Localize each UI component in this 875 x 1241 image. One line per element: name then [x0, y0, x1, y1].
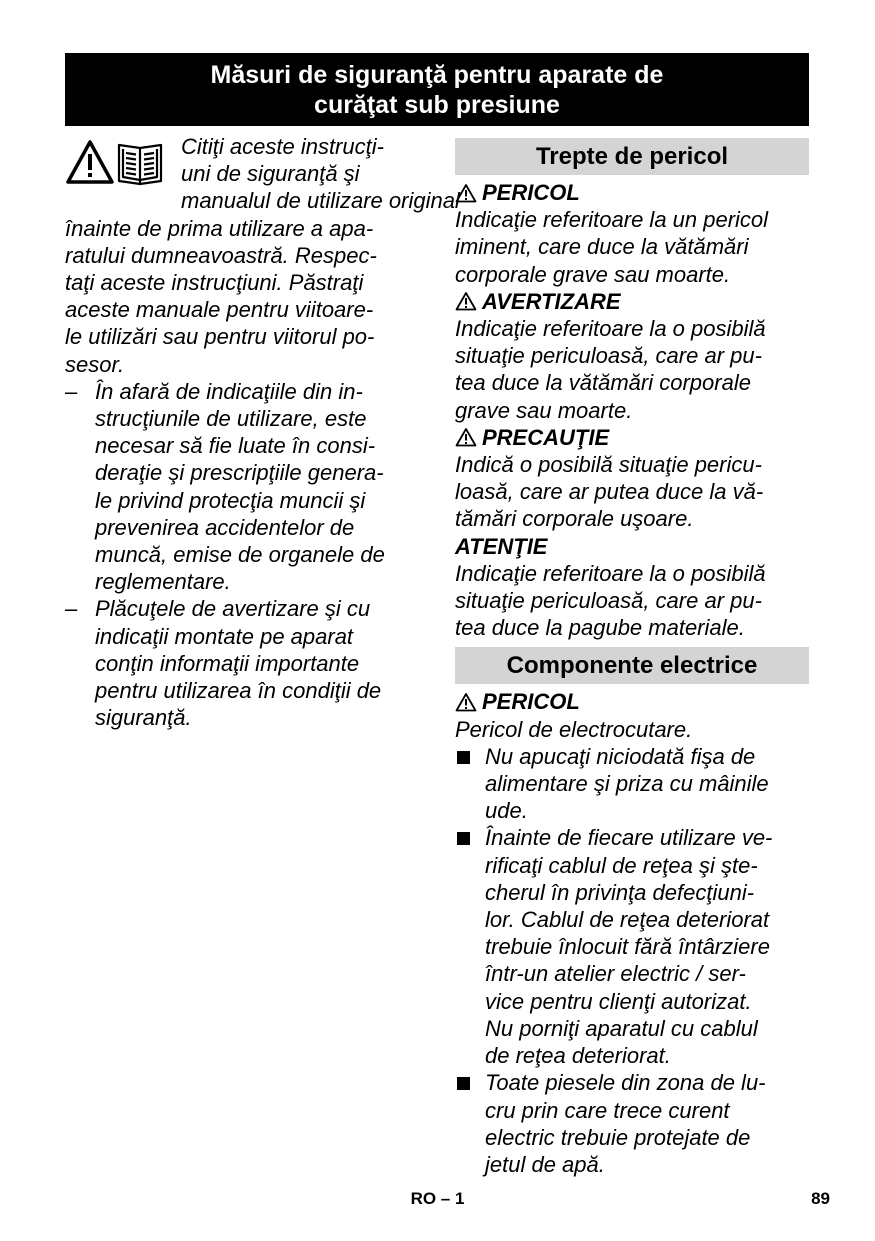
dash-item-line: muncă, emise de organele de: [95, 542, 385, 568]
page-title-line-2: curăţat sub presiune: [314, 90, 560, 119]
bullet-line: vice pentru clienţi autorizat.: [485, 988, 752, 1014]
signal-word-label: PERICOL: [482, 689, 580, 715]
page-number: 89: [811, 1189, 830, 1208]
signal-word: [455, 533, 809, 560]
intro-line: uni de siguranţă şi: [181, 161, 360, 187]
bullet-line: Toate piesele din zona de lu-: [485, 1070, 766, 1096]
dash-marker: –: [65, 378, 78, 404]
bullet-line: electric trebuie protejate de: [485, 1124, 751, 1150]
signal-word-label: AVERTIZARE: [482, 288, 621, 314]
hazard-text-line: situaţie periculoasă, care ar pu-: [455, 343, 762, 369]
hazard-text-line: iminent, care duce la vătămări: [455, 234, 749, 260]
bullet-list-item: [455, 743, 809, 825]
signal-word: [455, 424, 809, 451]
bullet-line: jetul de apă.: [485, 1151, 605, 1177]
dash-marker: –: [65, 596, 78, 622]
right-column: [455, 138, 809, 1178]
bullet-line: Înainte de fiecare utilizare ve-: [485, 825, 773, 851]
electrical-intro: Pericol de electrocutare.: [455, 716, 693, 742]
hazard-text-line: tămări corporale uşoare.: [455, 506, 694, 532]
dash-item-line: strucţiunile de utilizare, este: [95, 406, 367, 432]
square-bullet-icon: [457, 832, 470, 845]
bullet-line: cherul în privinţa defecţiuni-: [485, 879, 755, 905]
dash-item-line: indicaţii montate pe aparat: [95, 623, 354, 649]
warning-triangle-icon: [455, 291, 477, 311]
intro-paragraph: [65, 133, 460, 378]
bullet-line: trebuie înlocuit fără întârziere: [485, 934, 770, 960]
hazard-text-line: tea duce la pagube materiale.: [455, 615, 745, 641]
dash-item-line: siguranţă.: [95, 705, 192, 731]
hazard-text-line: tea duce la vătămări corporale: [455, 370, 751, 396]
left-column: [65, 133, 460, 731]
intro-line: sesor.: [65, 351, 125, 377]
warning-triangle-icon: [455, 427, 477, 447]
bullet-line: Nu porniţi aparatul cu cablul: [485, 1015, 758, 1041]
square-bullet-icon: [457, 1077, 470, 1090]
hazard-level-avertizare: [455, 288, 809, 424]
page-title: [65, 53, 809, 126]
dash-item-line: În afară de indicaţiile din in-: [95, 378, 363, 404]
hazard-text-line: Indicaţie referitoare la un pericol: [455, 207, 769, 233]
signal-word-label: PRECAUŢIE: [482, 424, 610, 450]
bullet-line: cru prin care trece curent: [485, 1097, 730, 1123]
dash-item-line: prevenirea accidentelor de: [95, 514, 355, 540]
intro-line: le utilizări sau pentru viitorul po-: [65, 324, 375, 350]
section-heading-electrical: Componente electrice: [455, 647, 809, 684]
hazard-text-line: Indică o posibilă situaţie pericu-: [455, 452, 762, 478]
hazard-level-precautie: [455, 424, 809, 533]
square-bullet-icon: [457, 751, 470, 764]
signal-word-label: ATENŢIE: [455, 533, 548, 559]
dash-item-line: conţin informaţii importante: [95, 650, 360, 676]
signal-word: [455, 688, 809, 715]
signal-word: [455, 179, 809, 206]
intro-line: înainte de prima utilizare a apa-: [65, 215, 374, 241]
page-title-line-1: Măsuri de siguranţă pentru aparate de: [210, 60, 664, 89]
dash-list-item: [65, 595, 425, 731]
bullet-list-item: [455, 824, 809, 1069]
dash-item-line: reglementare.: [95, 569, 231, 595]
intro-line: taţi aceste instrucţiuni. Păstraţi: [65, 270, 364, 296]
hazard-text-line: Indicaţie referitoare la o posibilă: [455, 316, 766, 342]
hazard-text-line: loasă, care ar putea duce la vă-: [455, 479, 764, 505]
warning-triangle-icon: [455, 183, 477, 203]
signal-word-label: PERICOL: [482, 180, 580, 205]
bullet-line: într-un atelier electric / ser-: [485, 961, 746, 987]
dash-list-item: [65, 378, 425, 596]
warning-triangle-icon: [68, 142, 112, 182]
section-heading-hazard-levels: Trepte de pericol: [455, 138, 809, 175]
bullet-line: alimentare şi priza cu mâinile: [485, 771, 769, 797]
warning-triangle-icon: [455, 692, 477, 712]
bullet-line: lor. Cablul de reţea deteriorat: [485, 907, 770, 933]
intro-line: Citiţi aceste instrucţi-: [181, 134, 384, 159]
bullet-line: de reţea deteriorat.: [485, 1043, 671, 1069]
bullet-line: Nu apucaţi niciodată fişa de: [485, 743, 756, 769]
warning-manual-icon: [65, 137, 173, 189]
manual-book-icon: [119, 145, 161, 184]
dash-item-line: Plăcuţele de avertizare şi cu: [95, 596, 371, 622]
dash-item-line: deraţie şi prescripţiile genera-: [95, 460, 384, 486]
hazard-text-line: Indicaţie referitoare la o posibilă: [455, 560, 766, 586]
hazard-level-pericol: [455, 179, 809, 288]
dash-item-line: necesar să fie luate în consi-: [95, 433, 376, 459]
intro-line: manualul de utilizare original: [181, 188, 460, 214]
intro-line: aceste manuale pentru viitoare-: [65, 297, 374, 323]
footer-section-label: RO – 1: [410, 1189, 465, 1208]
bullet-line: rificaţi cablul de reţea şi şte-: [485, 852, 758, 878]
signal-word: [455, 288, 809, 315]
intro-line: ratului dumneavoastră. Respec-: [65, 242, 377, 268]
dash-item-line: le privind protecţia muncii şi: [95, 487, 366, 513]
hazard-text-line: grave sau moarte.: [455, 397, 633, 423]
dash-item-line: pentru utilizarea în condiţii de: [95, 678, 382, 704]
bullet-list-item: [455, 1069, 809, 1178]
hazard-text-line: corporale grave sau moarte.: [455, 261, 731, 287]
bullet-line: ude.: [485, 798, 528, 824]
hazard-text-line: situaţie periculoasă, care ar pu-: [455, 588, 762, 614]
hazard-level-atentie: [455, 533, 809, 642]
